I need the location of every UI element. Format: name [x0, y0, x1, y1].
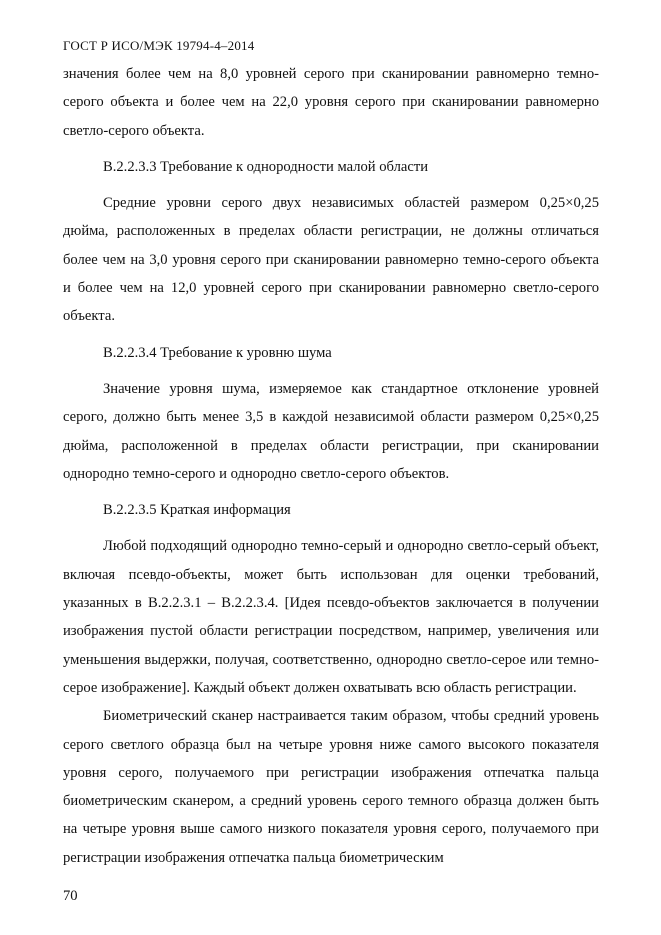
section-heading-b2235: В.2.2.3.5 Краткая информация: [103, 502, 291, 519]
section-text-b2233: Средние уровни серого двух независимых областей размером 0,25×0,25 дюйма, расположенных в пределах области регистрации, не должны отличаться более чем на 3,0 уровня серого при сканировании равномерно темно-серого объекта и более чем на 12,0 уровней серого при сканировании равномерно светло-серого объекта.: [63, 195, 599, 325]
document-header: ГОСТ Р ИСО/МЭК 19794-4–2014: [63, 38, 255, 53]
section-text-b2235-1: Любой подходящий однородно темно-серый и однородно светло-серый объект, включая псевдо-объекты, может быть использован для оценки требований, указанных в В.2.2.3.1 – В.2.2.3.4. [Идея псевдо-объектов заключается в получении изображения пустой области регистрации посредством, например, увеличения или уменьшения выдержки, получая, соответственно, однородно светло-серое или темно-серое изображение]. Каждый объект должен охватывать всю область регистрации.: [63, 538, 599, 696]
section-heading-b2234: В.2.2.3.4 Требование к уровню шума: [103, 344, 332, 361]
continuation-paragraph: значения более чем на 8,0 уровней серого при сканировании равномерно темно-серого объекта и более чем на 22,0 уровня серого при сканировании равномерно светло-серого объекта.: [63, 66, 599, 139]
page-number: 70: [63, 888, 78, 904]
section-text-b2234: Значение уровня шума, измеряемое как стандартное отклонение уровней серого, должно быть менее 3,5 в каждой независимой области размером 0,25×0,25 дюйма, расположенной в пределах области регистрации, при сканировании однородно темно-серого и однородно светло-серого объектов.: [63, 380, 599, 482]
section-heading-b2233: В.2.2.3.3 Требование к однородности малой области: [103, 158, 429, 175]
document-body: [63, 60, 599, 872]
section-text-b2235-2: Биометрический сканер настраивается таким образом, чтобы средний уровень серого светлого образца был на четыре уровня ниже самого высокого показателя уровня серого, получаемого при регистрации изображения отпечатка пальца биометрическим сканером, а средний уровень серого темного образца должен быть на четыре уровня выше самого низкого показателя уровня серого, получаемого при регистрации изображения отпечатка пальца биометрическим: [63, 708, 599, 866]
